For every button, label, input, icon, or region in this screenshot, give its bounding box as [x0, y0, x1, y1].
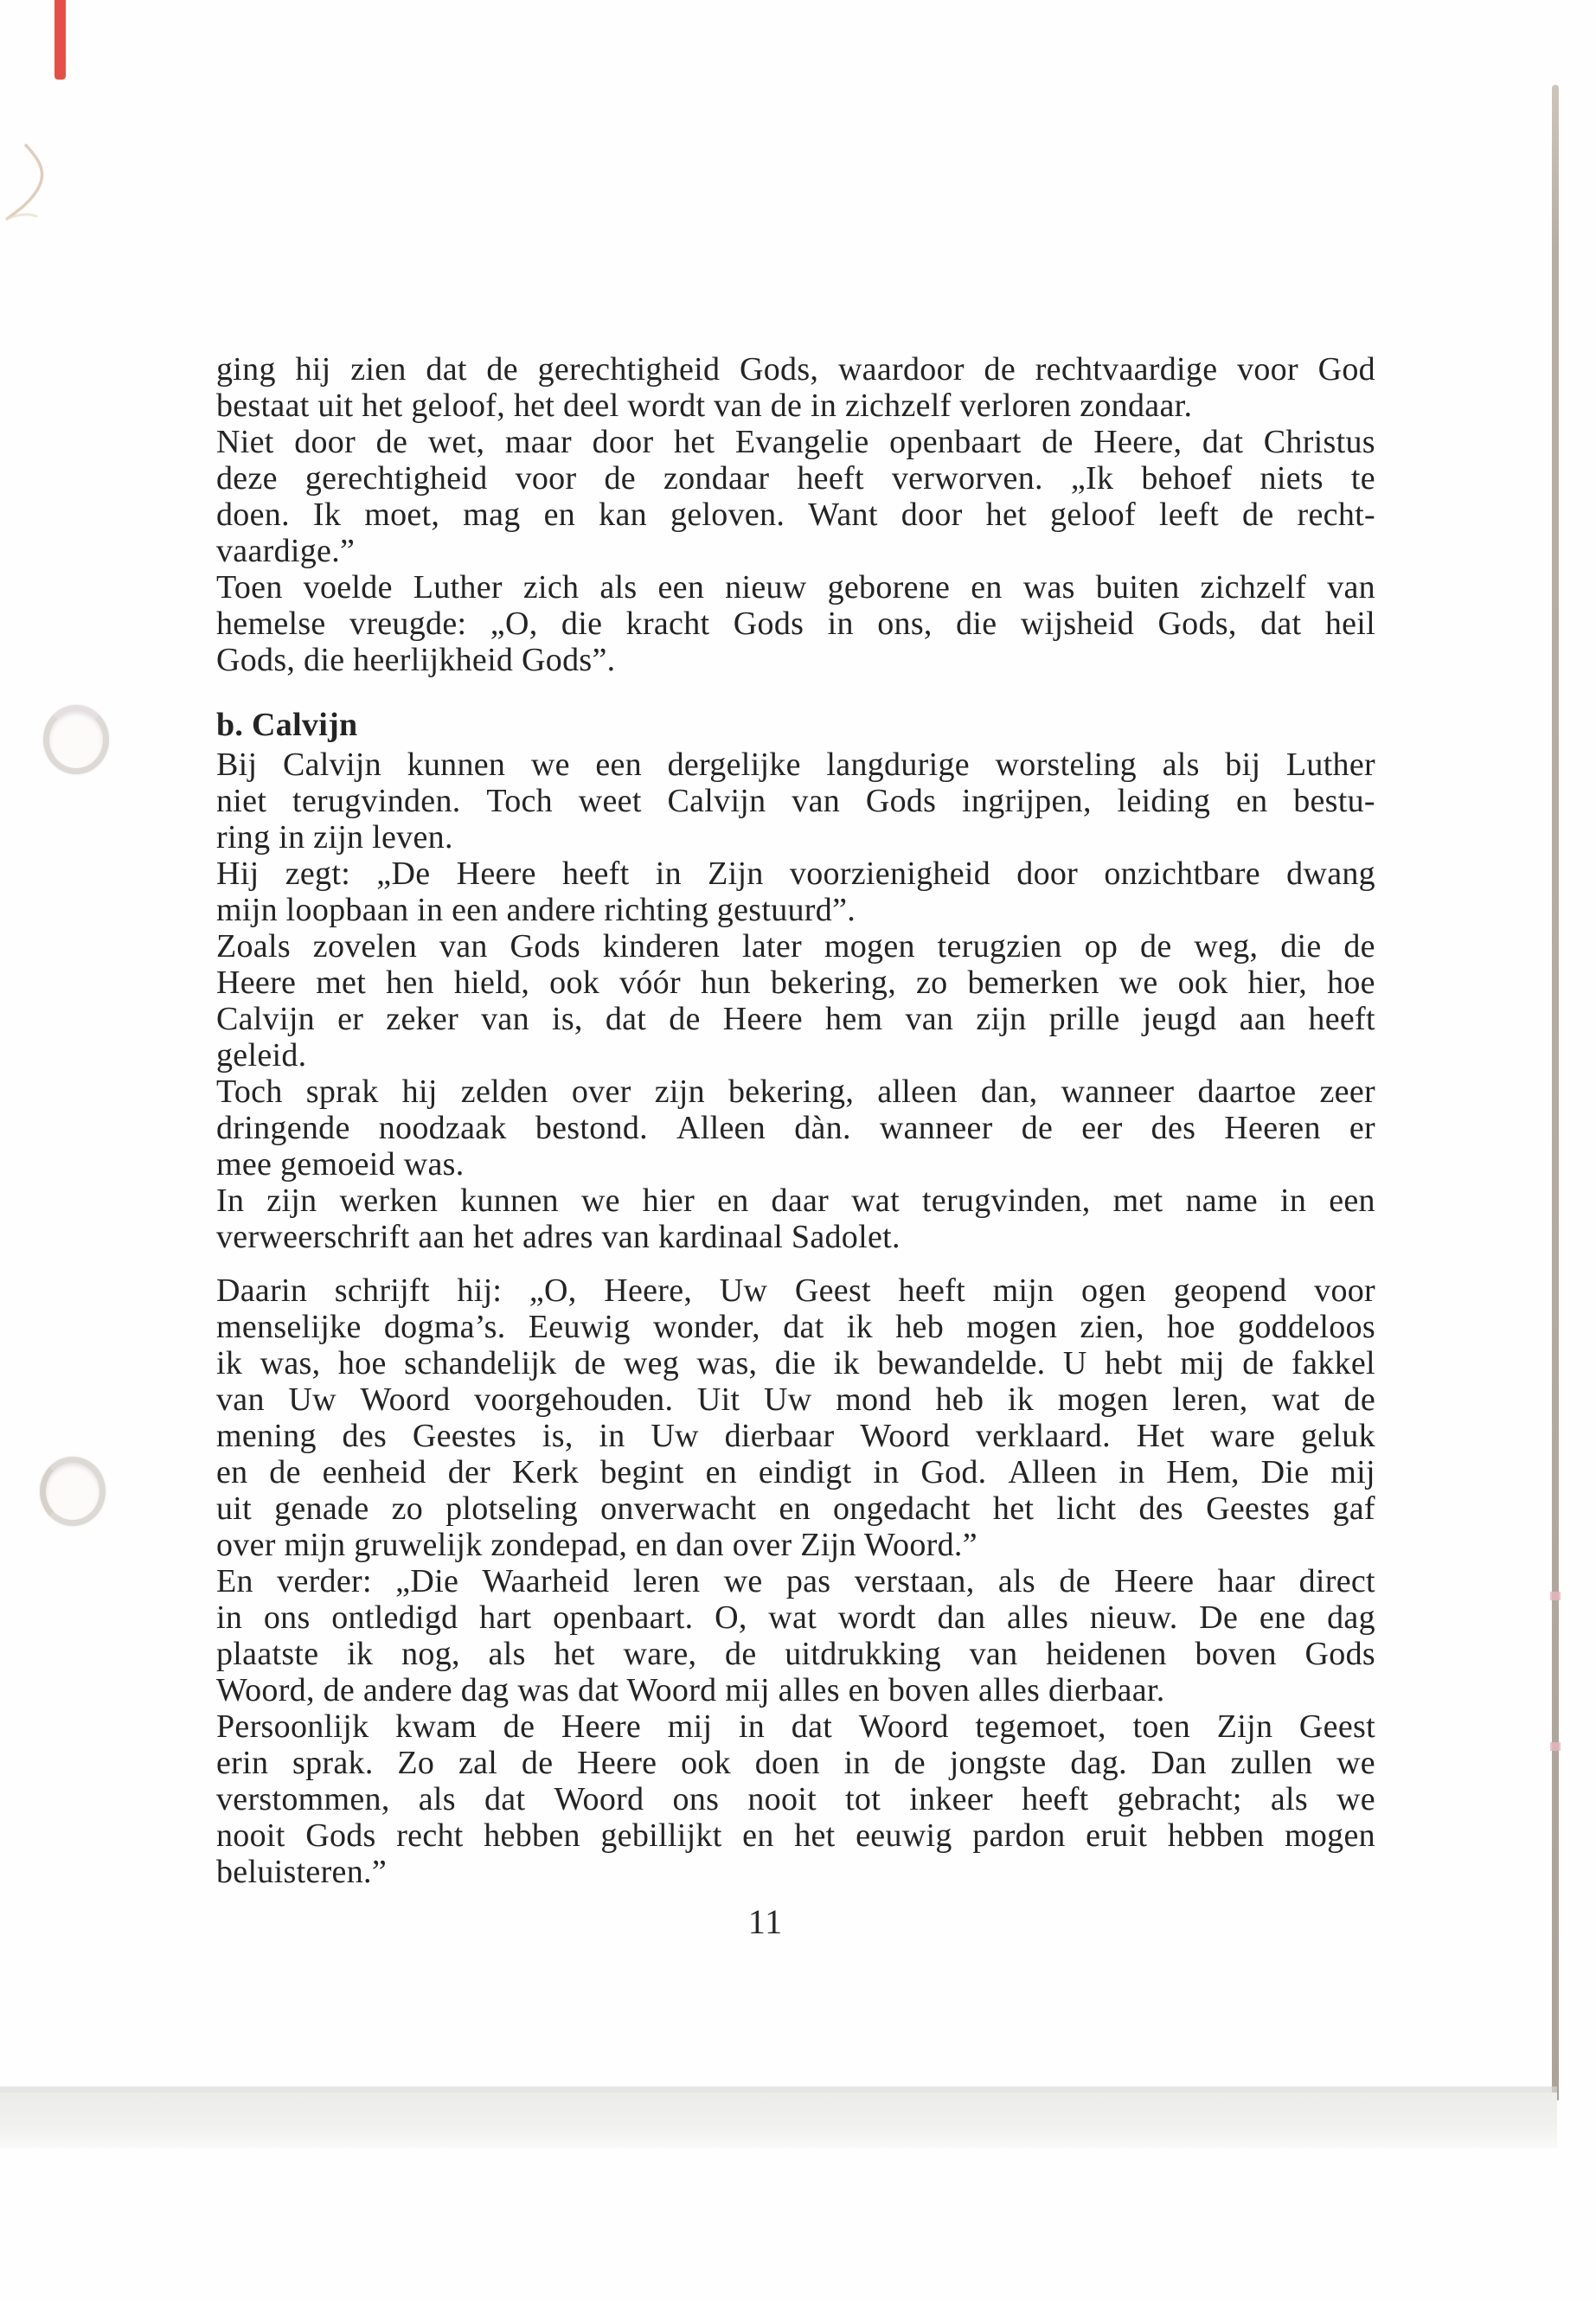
- text-line: dringende noodzaak bestond. Alleen dàn. wanneer de eer des Heeren er: [216, 1110, 1375, 1146]
- text-line: mening des Geestes is, in Uw dierbaar Woord verklaard. Het ware geluk: [216, 1418, 1375, 1454]
- text-block: [216, 351, 1375, 1890]
- punch-hole-top: [43, 705, 109, 774]
- text-line: beluisteren.”: [216, 1854, 387, 1890]
- text-line: Zoals zovelen van Gods kinderen later mogen terugzien op de weg, die de: [216, 928, 1375, 965]
- text-line: plaatste ik nog, als het ware, de uitdrukking van heidenen boven Gods: [216, 1636, 1375, 1672]
- scan-shadow-edge: [0, 2086, 1557, 2093]
- text-line: Niet door de wet, maar door het Evangelie openbaart de Heere, dat Christus: [216, 424, 1375, 460]
- section-heading: b. Calvijn: [216, 707, 358, 743]
- punch-hole-bottom: [40, 1457, 106, 1526]
- scan-edge-line: [1552, 85, 1559, 2100]
- text-line: in ons ontledigd hart openbaart. O, wat wordt dan alles nieuw. De ene dag: [216, 1599, 1375, 1636]
- text-line: verweerschrift aan het adres van kardinaal Sadolet.: [216, 1219, 901, 1255]
- text-line: Toen voelde Luther zich als een nieuw geborene en was buiten zichzelf van: [216, 569, 1375, 606]
- text-line: ring in zijn leven.: [216, 819, 453, 856]
- text-line: doen. Ik moet, mag en kan geloven. Want door het geloof leeft de recht-: [216, 497, 1375, 533]
- red-edge-mark: [54, 0, 66, 80]
- text-line: niet terugvinden. Toch weet Calvijn van Gods ingrijpen, leiding en bestu-: [216, 783, 1375, 819]
- text-line: Persoonlijk kwam de Heere mij in dat Woord tegemoet, toen Zijn Geest: [216, 1708, 1375, 1745]
- pink-scan-tick: [1550, 1742, 1561, 1751]
- text-line: Gods, die heerlijkheid Gods”.: [216, 642, 616, 678]
- text-line: Heere met hen hield, ook vóór hun bekering, zo bemerken we ook hier, hoe: [216, 965, 1375, 1001]
- text-line: over mijn gruwelijk zondepad, en dan over Zijn Woord.”: [216, 1527, 977, 1563]
- text-line: menselijke dogma’s. Eeuwig wonder, dat ik heb mogen zien, hoe goddeloos: [216, 1309, 1375, 1345]
- text-line: Woord, de andere dag was dat Woord mij alles en boven alles dierbaar.: [216, 1672, 1165, 1708]
- scan-shadow-band: [0, 2093, 1557, 2148]
- text-line: uit genade zo plotseling onverwacht en ongedacht het licht des Geestes gaf: [216, 1490, 1375, 1527]
- text-line: ik was, hoe schandelijk de weg was, die ik bewandelde. U hebt mij de fakkel: [216, 1345, 1375, 1381]
- text-line: hemelse vreugde: „O, die kracht Gods in ons, die wijsheid Gods, dat heil: [216, 606, 1375, 642]
- text-line: en de eenheid der Kerk begint en eindigt in God. Alleen in Hem, Die mij: [216, 1454, 1375, 1490]
- pen-curl-mark: [0, 130, 78, 251]
- text-line: erin sprak. Zo zal de Heere ook doen in de jongste dag. Dan zullen we: [216, 1745, 1375, 1781]
- text-line: geleid.: [216, 1037, 307, 1074]
- text-line: Calvijn er zeker van is, dat de Heere hem van zijn prille jeugd aan heeft: [216, 1001, 1375, 1037]
- text-line: deze gerechtigheid voor de zondaar heeft verworven. „Ik behoef niets te: [216, 460, 1375, 497]
- text-line: Daarin schrijft hij: „O, Heere, Uw Geest heeft mijn ogen geopend voor: [216, 1272, 1375, 1309]
- text-line: mijn loopbaan in een andere richting gestuurd”.: [216, 892, 856, 928]
- text-line: Hij zegt: „De Heere heeft in Zijn voorzienigheid door onzichtbare dwang: [216, 856, 1375, 892]
- text-line: In zijn werken kunnen we hier en daar wat terugvinden, met name in een: [216, 1183, 1375, 1219]
- text-line: ging hij zien dat de gerechtigheid Gods, waardoor de rechtvaardige voor God: [216, 351, 1375, 388]
- text-line: verstommen, als dat Woord ons nooit tot inkeer heeft gebracht; als we: [216, 1781, 1375, 1817]
- pink-scan-tick: [1550, 1592, 1561, 1600]
- text-line: mee gemoeid was.: [216, 1146, 465, 1183]
- text-line: Bij Calvijn kunnen we een dergelijke langdurige worsteling als bij Luther: [216, 747, 1375, 783]
- text-line: vaardige.”: [216, 533, 356, 569]
- text-line: bestaat uit het geloof, het deel wordt van de in zichzelf verloren zondaar.: [216, 388, 1193, 424]
- text-line: En verder: „Die Waarheid leren we pas verstaan, als de Heere haar direct: [216, 1563, 1375, 1599]
- text-line: Toch sprak hij zelden over zijn bekering, alleen dan, wanneer daartoe zeer: [216, 1074, 1375, 1110]
- page-number: 11: [747, 1902, 784, 1941]
- text-line: van Uw Woord voorgehouden. Uit Uw mond heb ik mogen leren, wat de: [216, 1381, 1375, 1418]
- text-line: nooit Gods recht hebben gebillijkt en het eeuwig pardon eruit hebben mogen: [216, 1817, 1375, 1854]
